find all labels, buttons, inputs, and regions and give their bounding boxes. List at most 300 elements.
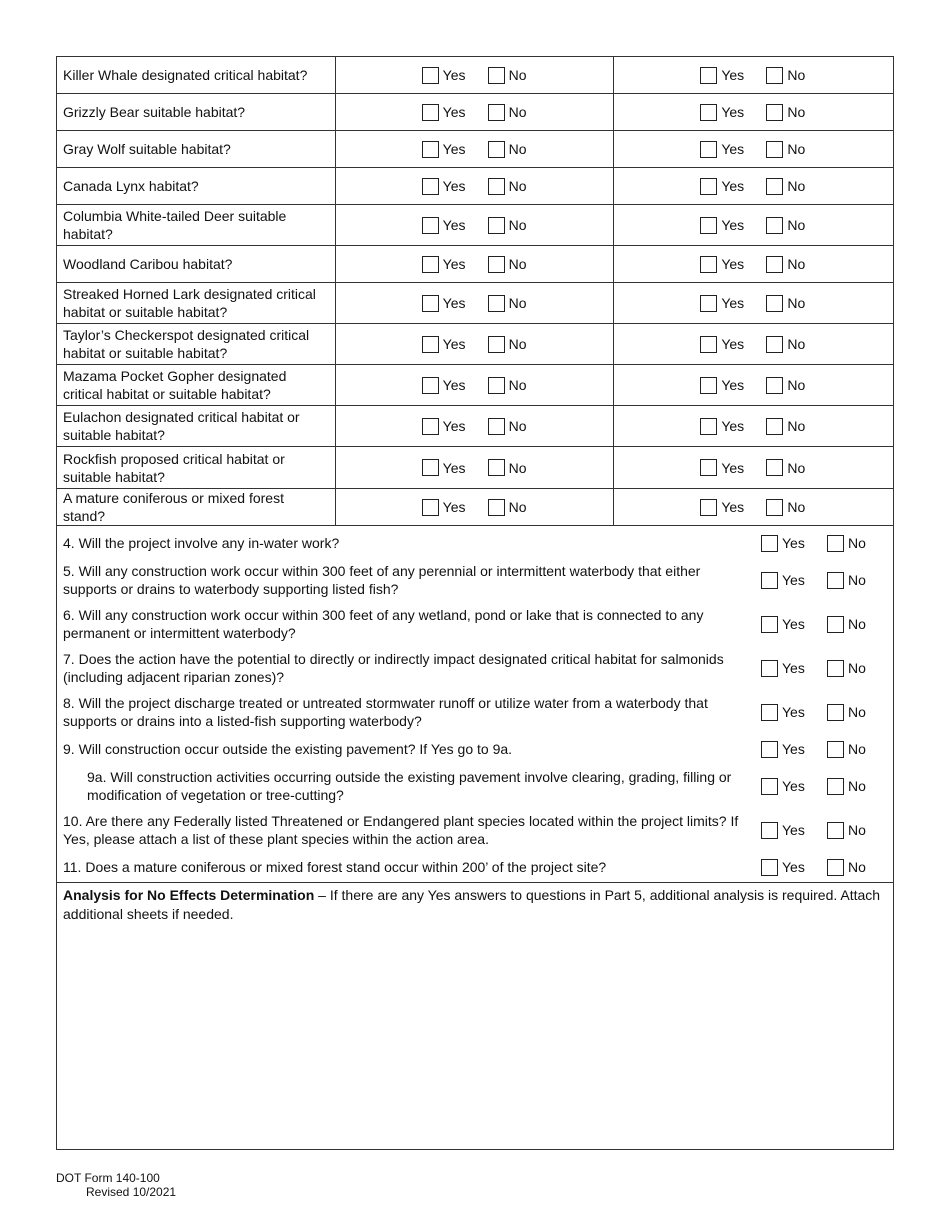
habitat-row bbox=[57, 94, 893, 131]
yes-option-label: Yes bbox=[721, 67, 745, 83]
answer-column-1 bbox=[336, 131, 615, 167]
no-option-label: No bbox=[848, 535, 866, 551]
answer-column-2 bbox=[614, 283, 893, 323]
yes-option-label: Yes bbox=[782, 660, 805, 676]
no-option[interactable] bbox=[766, 418, 805, 435]
no-option-label: No bbox=[508, 67, 527, 83]
question-text bbox=[57, 694, 747, 730]
yes-option-checkbox[interactable] bbox=[700, 217, 717, 234]
no-option-checkbox[interactable] bbox=[827, 778, 844, 795]
yes-option-label: Yes bbox=[721, 217, 745, 233]
yes-option[interactable] bbox=[700, 217, 766, 234]
no-option-label: No bbox=[848, 778, 866, 794]
yes-option[interactable] bbox=[761, 704, 827, 721]
habitat-question: Streaked Horned Lark designated critical habitat or suitable habitat? bbox=[57, 283, 336, 323]
habitat-question: Killer Whale designated critical habitat? bbox=[57, 57, 336, 93]
no-option-label: No bbox=[787, 336, 806, 352]
question-row bbox=[57, 646, 893, 690]
no-option-label: No bbox=[508, 295, 527, 311]
yes-option-label: Yes bbox=[442, 256, 466, 272]
yes-option-checkbox[interactable] bbox=[761, 535, 778, 552]
form-number: DOT Form 140-100 bbox=[56, 1171, 160, 1185]
yes-option-label: Yes bbox=[782, 616, 805, 632]
habitat-question: Eulachon designated critical habitat or suitable habitat? bbox=[57, 406, 336, 446]
habitat-row bbox=[57, 365, 893, 406]
yes-option[interactable] bbox=[700, 178, 766, 195]
no-option-label: No bbox=[787, 104, 806, 120]
yes-option-label: Yes bbox=[442, 178, 466, 194]
answer-column-1 bbox=[336, 283, 615, 323]
no-option-label: No bbox=[508, 459, 527, 476]
question-row bbox=[57, 602, 893, 646]
answer-column-2 bbox=[614, 131, 893, 167]
yes-option[interactable] bbox=[422, 295, 488, 312]
yes-option[interactable] bbox=[422, 256, 488, 273]
yes-option-label: Yes bbox=[442, 459, 466, 476]
no-option-label: No bbox=[508, 256, 527, 272]
no-option[interactable] bbox=[488, 178, 527, 195]
yes-option[interactable] bbox=[761, 859, 827, 876]
yes-option-checkbox[interactable] bbox=[422, 178, 439, 195]
question-answers bbox=[761, 616, 866, 633]
question-body: Will any construction work occur within 300 feet of any wetland, pond or lake that is connected to any permanent or intermittent waterbody? bbox=[63, 607, 704, 641]
yes-option-checkbox[interactable] bbox=[761, 572, 778, 589]
yes-option[interactable] bbox=[700, 418, 766, 435]
habitat-table bbox=[57, 57, 893, 526]
no-option-checkbox[interactable] bbox=[766, 178, 783, 195]
no-option[interactable] bbox=[488, 377, 527, 394]
yes-option-label: Yes bbox=[442, 141, 466, 157]
no-option-checkbox[interactable] bbox=[488, 141, 505, 158]
no-option[interactable] bbox=[766, 141, 805, 158]
revision-date: Revised 10/2021 bbox=[86, 1185, 177, 1199]
yes-option-checkbox[interactable] bbox=[761, 859, 778, 876]
no-option-label: No bbox=[508, 141, 527, 157]
yes-option[interactable] bbox=[700, 104, 766, 121]
no-option-checkbox[interactable] bbox=[766, 141, 783, 158]
yes-option[interactable] bbox=[700, 141, 766, 158]
answer-column-2 bbox=[614, 406, 893, 446]
yes-option-label: Yes bbox=[782, 741, 805, 757]
no-option-checkbox[interactable] bbox=[766, 377, 783, 394]
no-option[interactable] bbox=[488, 217, 527, 234]
analysis-section[interactable] bbox=[57, 882, 893, 927]
yes-option[interactable] bbox=[700, 377, 766, 394]
habitat-question: Rockfish proposed critical habitat or suitable habitat? bbox=[57, 447, 336, 488]
no-option-label: No bbox=[848, 822, 866, 838]
yes-option-checkbox[interactable] bbox=[700, 178, 717, 195]
habitat-question: Grizzly Bear suitable habitat? bbox=[57, 94, 336, 130]
question-answers bbox=[761, 778, 866, 795]
no-option-checkbox[interactable] bbox=[827, 859, 844, 876]
no-option-label: No bbox=[848, 660, 866, 676]
yes-option[interactable] bbox=[422, 499, 488, 516]
yes-option-checkbox[interactable] bbox=[761, 822, 778, 839]
yes-option-checkbox[interactable] bbox=[422, 499, 439, 516]
habitat-row bbox=[57, 205, 893, 246]
no-option-checkbox[interactable] bbox=[827, 616, 844, 633]
no-option[interactable] bbox=[827, 572, 866, 589]
yes-option-checkbox[interactable] bbox=[422, 336, 439, 353]
question-answers bbox=[761, 859, 866, 876]
no-option-label: No bbox=[787, 256, 806, 272]
yes-option-checkbox[interactable] bbox=[700, 141, 717, 158]
question-body: Will construction activities occurring outside the existing pavement involve clearing, grading, filling or modification of vegetation or tree-cutting? bbox=[87, 769, 732, 803]
no-option[interactable] bbox=[827, 778, 866, 795]
no-option-label: No bbox=[508, 217, 527, 233]
no-option-label: No bbox=[787, 459, 806, 476]
yes-option[interactable] bbox=[700, 67, 766, 84]
yes-option-checkbox[interactable] bbox=[700, 377, 717, 394]
answer-column-1 bbox=[336, 406, 615, 446]
answer-column-1 bbox=[336, 447, 615, 488]
question-text bbox=[57, 812, 747, 848]
habitat-row bbox=[57, 283, 893, 324]
no-option-checkbox[interactable] bbox=[827, 704, 844, 721]
yes-option-checkbox[interactable] bbox=[422, 217, 439, 234]
no-option[interactable] bbox=[766, 217, 805, 234]
no-option-checkbox[interactable] bbox=[488, 418, 505, 435]
no-option-label: No bbox=[787, 499, 806, 515]
no-option-label: No bbox=[787, 295, 806, 311]
question-row bbox=[57, 558, 893, 602]
yes-option-checkbox[interactable] bbox=[422, 141, 439, 158]
no-option-checkbox[interactable] bbox=[488, 104, 505, 121]
question-answers bbox=[761, 822, 866, 839]
no-option-label: No bbox=[787, 418, 806, 434]
no-option[interactable] bbox=[766, 377, 805, 394]
yes-option-checkbox[interactable] bbox=[700, 295, 717, 312]
yes-option[interactable] bbox=[700, 256, 766, 273]
habitat-question: Mazama Pocket Gopher designated critical habitat or suitable habitat? bbox=[57, 365, 336, 405]
no-option[interactable] bbox=[488, 459, 527, 476]
no-option-label: No bbox=[787, 178, 806, 194]
yes-option[interactable] bbox=[422, 178, 488, 195]
no-option-checkbox[interactable] bbox=[827, 741, 844, 758]
no-option-label: No bbox=[848, 741, 866, 757]
question-text bbox=[57, 534, 747, 552]
yes-option-label: Yes bbox=[442, 67, 466, 83]
no-option-checkbox[interactable] bbox=[766, 217, 783, 234]
yes-option[interactable] bbox=[761, 572, 827, 589]
question-answers bbox=[761, 704, 866, 721]
no-option-label: No bbox=[508, 377, 527, 393]
no-option-checkbox[interactable] bbox=[766, 67, 783, 84]
no-option-label: No bbox=[508, 418, 527, 434]
question-row bbox=[57, 734, 893, 764]
no-option-checkbox[interactable] bbox=[766, 418, 783, 435]
answer-column-2 bbox=[614, 447, 893, 488]
question-body: Are there any Federally listed Threatened or Endangered plant species located within the project limits? If Yes, please attach a list of these plant species within the action area. bbox=[63, 813, 739, 847]
yes-option-checkbox[interactable] bbox=[422, 418, 439, 435]
yes-option[interactable] bbox=[761, 535, 827, 552]
answer-column-2 bbox=[614, 57, 893, 93]
habitat-row bbox=[57, 131, 893, 168]
habitat-question: Canada Lynx habitat? bbox=[57, 168, 336, 204]
answer-column-1 bbox=[336, 365, 615, 405]
answer-column-1 bbox=[336, 489, 615, 525]
yes-option-label: Yes bbox=[782, 704, 805, 720]
no-option-checkbox[interactable] bbox=[488, 67, 505, 84]
yes-option[interactable] bbox=[761, 741, 827, 758]
habitat-row bbox=[57, 406, 893, 447]
yes-option-label: Yes bbox=[442, 418, 466, 434]
no-option[interactable] bbox=[827, 704, 866, 721]
no-option-checkbox[interactable] bbox=[766, 336, 783, 353]
no-option[interactable] bbox=[488, 499, 527, 516]
answer-column-1 bbox=[336, 324, 615, 364]
yes-option-label: Yes bbox=[782, 572, 805, 588]
no-option[interactable] bbox=[827, 660, 866, 677]
yes-option[interactable] bbox=[422, 104, 488, 121]
answer-column-1 bbox=[336, 168, 615, 204]
yes-option[interactable] bbox=[700, 459, 766, 476]
no-option-checkbox[interactable] bbox=[488, 256, 505, 273]
question-body: Will any construction work occur within 300 feet of any perennial or intermittent waterbody that either supports or drains to waterbody supporting listed fish? bbox=[63, 563, 701, 597]
no-option-label: No bbox=[848, 859, 866, 875]
no-option[interactable] bbox=[827, 741, 866, 758]
no-option-checkbox[interactable] bbox=[766, 295, 783, 312]
question-text bbox=[57, 606, 747, 642]
answer-column-2 bbox=[614, 168, 893, 204]
no-option-checkbox[interactable] bbox=[488, 336, 505, 353]
question-row bbox=[57, 808, 893, 852]
question-body: Does a mature coniferous or mixed forest stand occur within 200’ of the project site? bbox=[85, 859, 607, 875]
question-number: 6. bbox=[63, 607, 75, 623]
yes-option[interactable] bbox=[422, 377, 488, 394]
habitat-row bbox=[57, 246, 893, 283]
habitat-row bbox=[57, 324, 893, 365]
question-text bbox=[57, 740, 747, 758]
question-number: 11. bbox=[63, 859, 82, 875]
habitat-row bbox=[57, 447, 893, 489]
yes-option-label: Yes bbox=[782, 535, 805, 551]
yes-option-label: Yes bbox=[721, 459, 745, 476]
yes-option-label: Yes bbox=[442, 217, 466, 233]
yes-option-label: Yes bbox=[721, 256, 745, 272]
no-option-label: No bbox=[508, 104, 527, 120]
question-answers bbox=[761, 535, 866, 552]
yes-option-label: Yes bbox=[442, 295, 466, 311]
no-option-checkbox[interactable] bbox=[766, 104, 783, 121]
question-body: Will the project discharge treated or untreated stormwater runoff or utilize water from a waterbody that supports or drains into a listed-fish supporting waterbody? bbox=[63, 695, 708, 729]
question-body: Will construction occur outside the existing pavement? If Yes go to 9a. bbox=[78, 741, 513, 757]
answer-column-1 bbox=[336, 246, 615, 282]
question-row bbox=[57, 852, 893, 882]
no-option-label: No bbox=[787, 141, 806, 157]
question-number: 4. bbox=[63, 535, 75, 551]
yes-option-checkbox[interactable] bbox=[422, 256, 439, 273]
question-answers bbox=[761, 660, 866, 677]
no-option-label: No bbox=[787, 217, 806, 233]
question-text bbox=[57, 768, 747, 804]
question-row bbox=[57, 764, 893, 808]
answer-column-1 bbox=[336, 205, 615, 245]
question-text bbox=[57, 858, 747, 876]
habitat-question: Woodland Caribou habitat? bbox=[57, 246, 336, 282]
no-option[interactable] bbox=[488, 295, 527, 312]
no-option[interactable] bbox=[827, 859, 866, 876]
yes-option-label: Yes bbox=[721, 336, 745, 352]
yes-option-checkbox[interactable] bbox=[700, 499, 717, 516]
habitat-row bbox=[57, 168, 893, 205]
yes-option-checkbox[interactable] bbox=[700, 256, 717, 273]
yes-option-checkbox[interactable] bbox=[700, 459, 717, 476]
question-text bbox=[57, 650, 747, 686]
no-option[interactable] bbox=[827, 535, 866, 552]
habitat-row bbox=[57, 489, 893, 526]
no-option-label: No bbox=[787, 67, 806, 83]
no-option-checkbox[interactable] bbox=[488, 295, 505, 312]
yes-option-checkbox[interactable] bbox=[700, 336, 717, 353]
no-option-checkbox[interactable] bbox=[827, 660, 844, 677]
no-option-label: No bbox=[848, 572, 866, 588]
answer-column-2 bbox=[614, 365, 893, 405]
question-answers bbox=[761, 572, 866, 589]
no-option-checkbox[interactable] bbox=[488, 499, 505, 516]
no-option[interactable] bbox=[766, 459, 805, 476]
yes-option-checkbox[interactable] bbox=[700, 104, 717, 121]
yes-option-label: Yes bbox=[721, 295, 745, 311]
yes-option-checkbox[interactable] bbox=[422, 459, 439, 476]
no-option[interactable] bbox=[488, 104, 527, 121]
no-option-checkbox[interactable] bbox=[827, 822, 844, 839]
yes-option-label: Yes bbox=[442, 499, 466, 515]
yes-option-checkbox[interactable] bbox=[761, 660, 778, 677]
no-option[interactable] bbox=[766, 256, 805, 273]
no-option[interactable] bbox=[827, 616, 866, 633]
no-option-checkbox[interactable] bbox=[488, 377, 505, 394]
no-option-checkbox[interactable] bbox=[766, 459, 783, 476]
answer-column-2 bbox=[614, 205, 893, 245]
no-option-checkbox[interactable] bbox=[488, 217, 505, 234]
question-number: 8. bbox=[63, 695, 75, 711]
answer-column-2 bbox=[614, 94, 893, 130]
no-option-label: No bbox=[508, 178, 527, 194]
yes-option-checkbox[interactable] bbox=[761, 704, 778, 721]
habitat-question: Gray Wolf suitable habitat? bbox=[57, 131, 336, 167]
no-option-label: No bbox=[508, 499, 527, 515]
no-option-checkbox[interactable] bbox=[766, 499, 783, 516]
yes-option-label: Yes bbox=[721, 178, 745, 194]
question-text bbox=[57, 562, 747, 598]
no-option[interactable] bbox=[488, 67, 527, 84]
no-option[interactable] bbox=[766, 336, 805, 353]
yes-option[interactable] bbox=[422, 418, 488, 435]
question-row bbox=[57, 528, 893, 558]
habitat-row bbox=[57, 57, 893, 94]
no-option[interactable] bbox=[488, 141, 527, 158]
yes-option-checkbox[interactable] bbox=[422, 295, 439, 312]
no-option-checkbox[interactable] bbox=[488, 178, 505, 195]
yes-option[interactable] bbox=[761, 616, 827, 633]
question-number: 9a. bbox=[87, 769, 107, 785]
form-footer bbox=[56, 1171, 176, 1199]
no-option[interactable] bbox=[766, 67, 805, 84]
yes-option-label: Yes bbox=[442, 104, 466, 120]
question-row bbox=[57, 690, 893, 734]
questions-section bbox=[57, 526, 893, 882]
yes-option[interactable] bbox=[422, 217, 488, 234]
yes-option-checkbox[interactable] bbox=[422, 67, 439, 84]
no-option-label: No bbox=[848, 616, 866, 632]
no-option[interactable] bbox=[766, 295, 805, 312]
answer-column-1 bbox=[336, 94, 615, 130]
no-option[interactable] bbox=[766, 499, 805, 516]
yes-option-label: Yes bbox=[782, 778, 805, 794]
no-option-checkbox[interactable] bbox=[827, 535, 844, 552]
yes-option-label: Yes bbox=[442, 336, 466, 352]
yes-option-checkbox[interactable] bbox=[761, 741, 778, 758]
no-option-checkbox[interactable] bbox=[766, 256, 783, 273]
no-option-label: No bbox=[848, 704, 866, 720]
yes-option-checkbox[interactable] bbox=[700, 418, 717, 435]
yes-option-label: Yes bbox=[782, 859, 805, 875]
no-option[interactable] bbox=[766, 104, 805, 121]
yes-option[interactable] bbox=[422, 141, 488, 158]
question-body: Will the project involve any in-water work? bbox=[78, 535, 340, 551]
no-option-label: No bbox=[508, 336, 527, 352]
habitat-question: A mature coniferous or mixed forest stand? bbox=[57, 489, 336, 525]
no-option-checkbox[interactable] bbox=[827, 572, 844, 589]
question-answers bbox=[761, 741, 866, 758]
question-number: 10. bbox=[63, 813, 83, 829]
yes-option[interactable] bbox=[761, 660, 827, 677]
yes-option[interactable] bbox=[422, 67, 488, 84]
yes-option-label: Yes bbox=[721, 141, 745, 157]
yes-option[interactable] bbox=[761, 778, 827, 795]
yes-option[interactable] bbox=[700, 295, 766, 312]
no-option[interactable] bbox=[488, 418, 527, 435]
yes-option-label: Yes bbox=[721, 377, 745, 393]
question-number: 5. bbox=[63, 563, 75, 579]
yes-option-checkbox[interactable] bbox=[700, 67, 717, 84]
answer-column-2 bbox=[614, 324, 893, 364]
question-body: Does the action have the potential to directly or indirectly impact designated critical habitat for salmonids (including adjacent riparian zones)? bbox=[63, 651, 724, 685]
no-option[interactable] bbox=[766, 178, 805, 195]
yes-option-label: Yes bbox=[721, 418, 745, 434]
no-option-label: No bbox=[787, 377, 806, 393]
yes-option-label: Yes bbox=[442, 377, 466, 393]
no-option[interactable] bbox=[488, 336, 527, 353]
habitat-question: Columbia White-tailed Deer suitable habitat? bbox=[57, 205, 336, 245]
yes-option-checkbox[interactable] bbox=[761, 616, 778, 633]
no-option-checkbox[interactable] bbox=[488, 459, 505, 476]
form-frame bbox=[56, 56, 894, 1150]
question-number: 9. bbox=[63, 741, 75, 757]
yes-option-label: Yes bbox=[721, 499, 745, 515]
yes-option-label: Yes bbox=[721, 104, 745, 120]
question-number: 7. bbox=[63, 651, 75, 667]
yes-option[interactable] bbox=[422, 459, 488, 476]
yes-option-checkbox[interactable] bbox=[422, 104, 439, 121]
yes-option-checkbox[interactable] bbox=[761, 778, 778, 795]
yes-option[interactable] bbox=[761, 822, 827, 839]
answer-column-1 bbox=[336, 57, 615, 93]
habitat-question: Taylor’s Checkerspot designated critical habitat or suitable habitat? bbox=[57, 324, 336, 364]
yes-option[interactable] bbox=[422, 336, 488, 353]
answer-column-2 bbox=[614, 246, 893, 282]
yes-option-label: Yes bbox=[782, 822, 805, 838]
analysis-heading: Analysis for No Effects Determination bbox=[63, 887, 315, 903]
yes-option-checkbox[interactable] bbox=[422, 377, 439, 394]
no-option[interactable] bbox=[488, 256, 527, 273]
answer-column-2 bbox=[614, 489, 893, 525]
analysis-instructions: – If there are any Yes answers to questions in Part 5, additional analysis is required. Attach additional sheets if needed. bbox=[63, 887, 881, 922]
yes-option[interactable] bbox=[700, 336, 766, 353]
yes-option[interactable] bbox=[700, 499, 766, 516]
no-option[interactable] bbox=[827, 822, 866, 839]
